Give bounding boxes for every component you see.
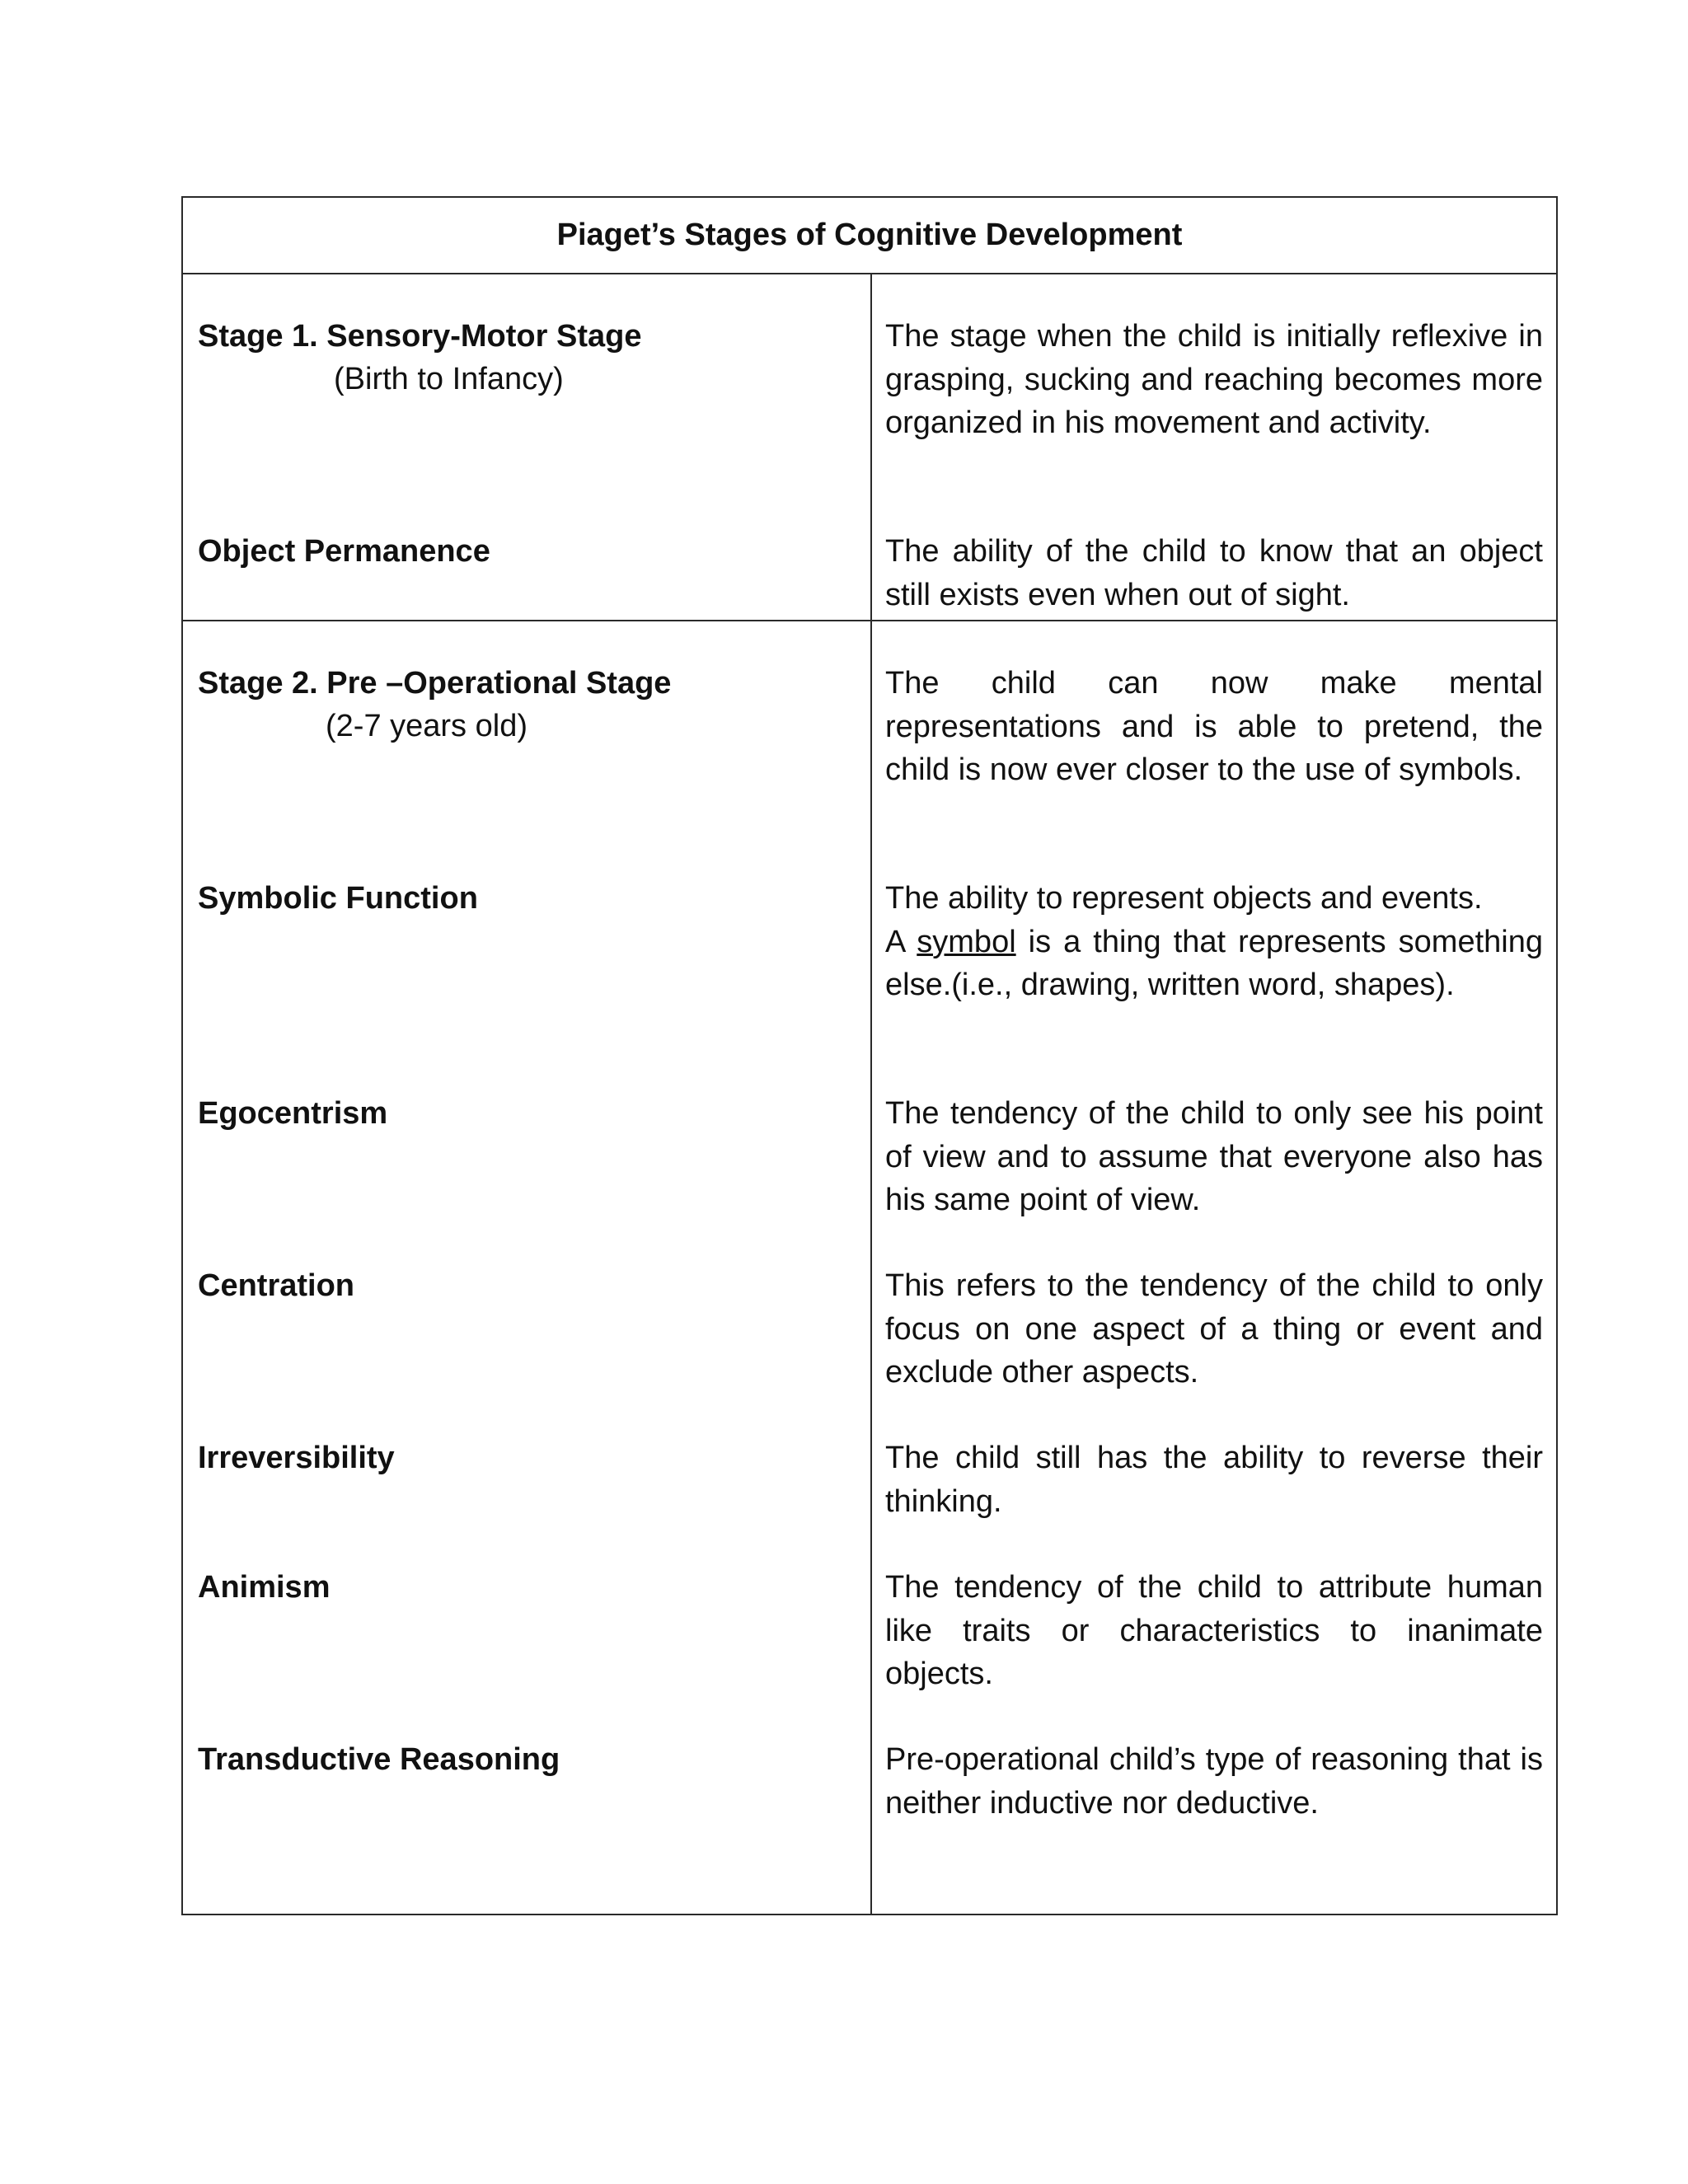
transductive-reasoning-term: Transductive Reasoning: [198, 1742, 560, 1777]
stage2-description: The child can now make mental representations and is able to pretend, the child is now ever closer to the use of symbols.: [885, 666, 1543, 787]
object-permanence-term: Object Permanence: [198, 534, 490, 569]
stage1-heading: Stage 1. Sensory-Motor Stage: [198, 319, 642, 354]
egocentrism-term: Egocentrism: [198, 1096, 388, 1131]
stage2-heading: Stage 2. Pre –Operational Stage: [198, 666, 672, 701]
symbolic-function-description: [885, 877, 1543, 1007]
stages-table: [181, 196, 1558, 1915]
symbol-word: symbol: [917, 924, 1016, 959]
symbolic-function-rest: is a thing that represents something else.(i.e., drawing, written word, shapes).: [885, 924, 1543, 1002]
stage2-age: (2-7 years old): [326, 709, 528, 743]
egocentrism-description: The tendency of the child to only see his point of view and to assume that everyone also has his same point of view.: [885, 1096, 1543, 1217]
column-divider: [870, 274, 872, 1914]
stage1-term: [198, 315, 849, 401]
symbolic-function-line1: The ability to represent objects and events.: [885, 881, 1483, 916]
stage2-term: [198, 662, 849, 748]
stage1-age: (Birth to Infancy): [334, 362, 564, 396]
animism-description: The tendency of the child to attribute human like traits or characteristics to inanimate objects.: [885, 1570, 1543, 1691]
table-title: Piaget’s Stages of Cognitive Development: [183, 198, 1556, 274]
stage1-description: The stage when the child is initially reflexive in grasping, sucking and reaching becomes more organized in his movement and activity.: [885, 319, 1543, 440]
irreversibility-description: The child still has the ability to reverse their thinking.: [885, 1441, 1543, 1519]
irreversibility-term: Irreversibility: [198, 1441, 395, 1475]
transductive-reasoning-description: Pre-operational child’s type of reasoning that is neither inductive nor deductive.: [885, 1742, 1543, 1821]
object-permanence-description: The ability of the child to know that an object still exists even when out of sight.: [885, 534, 1543, 612]
centration-term: Centration: [198, 1268, 354, 1303]
symbolic-function-term: Symbolic Function: [198, 881, 478, 916]
symbolic-function-a: A: [885, 924, 917, 959]
animism-term: Animism: [198, 1570, 331, 1605]
row-divider-stage2: [183, 620, 1556, 621]
centration-description: This refers to the tendency of the child to only focus on one aspect of a thing or event and exclude other aspects.: [885, 1268, 1543, 1390]
